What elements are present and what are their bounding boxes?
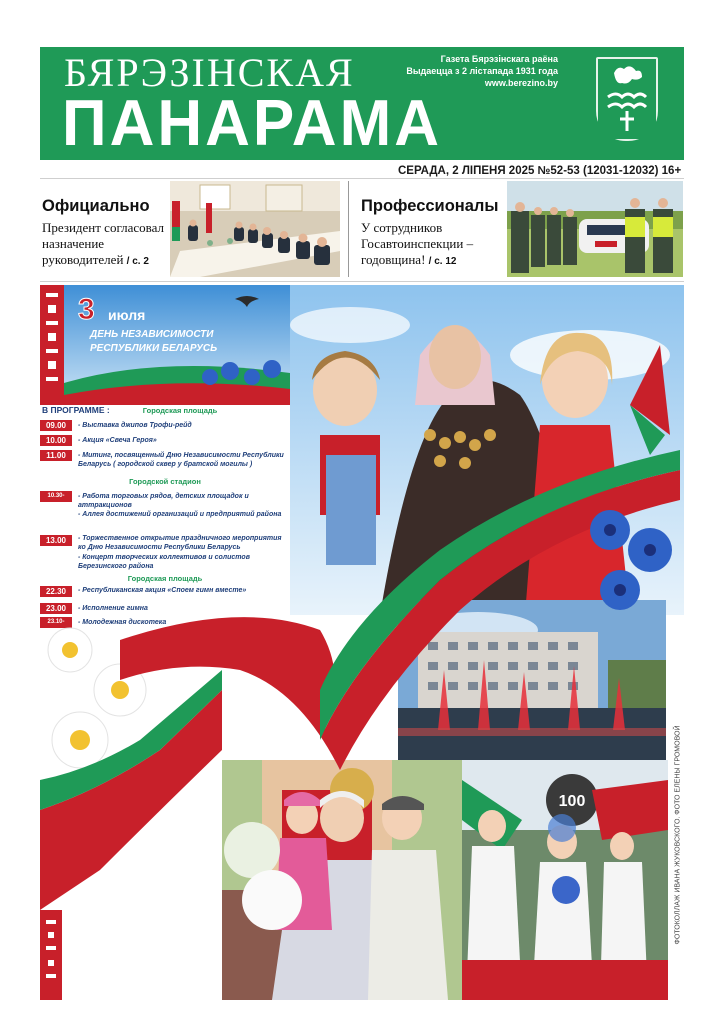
teaser-line: руководителей <box>42 252 124 267</box>
event-text: - Работа торговых рядов, детских площадок и аттракционов <box>78 493 249 509</box>
event-text: - Исполнение гимна <box>78 605 148 612</box>
venue-heading: Городская площадь <box>142 406 218 415</box>
event-time: 09.00 <box>40 420 72 431</box>
masthead <box>40 47 684 160</box>
event-time: 23.00 <box>40 603 72 614</box>
separator-line <box>40 281 684 282</box>
meeting-photo <box>170 181 340 277</box>
photo-credit <box>670 670 686 1000</box>
teaser-heading: Официально <box>42 197 150 215</box>
cornflowers-icon <box>570 500 680 630</box>
coat-of-arms-icon <box>596 57 658 141</box>
traffic-police-photo <box>507 181 683 277</box>
teaser-heading: Профессионалы <box>361 197 499 215</box>
program-label: В ПРОГРАММЕ : <box>42 405 110 415</box>
event-text: - Акция «Свеча Героя» <box>78 437 157 444</box>
event-time: 13.00 <box>40 535 72 546</box>
event-text: - Молодежная дискотека <box>78 619 167 626</box>
teaser-text <box>42 220 172 270</box>
event-text: - Торжественное открытие праздничного мероприятия ко Дню Независимости Республики Беларусь <box>78 535 282 551</box>
event-text: - Концерт творческих коллективов и солистов Березинского района <box>78 554 250 570</box>
photo-credit-text: ФОТОКОЛЛАЖ ИВАНА ЖУКОВСКОГО. ФОТО ЕЛЕНЫ ГРОМОВОЙ <box>674 725 682 945</box>
teaser-line: У сотрудников <box>361 220 443 235</box>
holiday-date-month: июля <box>108 307 146 323</box>
teaser-line: годовщина! <box>361 252 426 267</box>
venue-heading: Городская площадь <box>127 574 203 583</box>
teaser-line: Президент согласовал <box>42 220 164 235</box>
teaser-line: назначение <box>42 236 105 251</box>
separator-line <box>40 178 684 179</box>
event-time: 23.10- <box>40 617 72 628</box>
teaser-divider <box>348 181 349 277</box>
teaser-text <box>361 220 511 270</box>
event-text: - Аллея достижений организаций и предприятий района <box>78 511 282 518</box>
event-text: - Выставка джипов Трофи-рейд <box>78 422 192 429</box>
teaser-line: Госавтоинспекции – <box>361 236 474 251</box>
event-time: 10.00 <box>40 435 72 446</box>
holiday-name-line1: ДЕНЬ НЕЗАВИСИМОСТИ <box>90 329 214 340</box>
clock-number: 100 <box>558 793 586 810</box>
event-time: 10.30-18.00 <box>40 491 72 502</box>
event-text: - Республиканская акция «Споем гимн вместе» <box>78 587 247 594</box>
holiday-date-number: 3 <box>78 293 95 326</box>
event-time: 22.30 <box>40 586 72 597</box>
venue-heading: Городской стадион <box>129 477 201 486</box>
page-reference: / с. 2 <box>126 256 149 267</box>
event-text: - Митинг, посвященный Дню Независимости Республики Беларусь ( городской сквер у братской могилы ) <box>78 452 284 468</box>
newspaper-info <box>406 53 558 89</box>
website-link[interactable]: www.berezino.by <box>484 78 558 88</box>
info-line: Газета Бярэзінскага раёна <box>440 54 558 64</box>
newspaper-title-top: БЯРЭЗІНСКАЯ <box>64 50 355 95</box>
issue-dateline: СЕРАДА, 2 ЛІПЕНЯ 2025 №52-53 (12031-12032) 16+ <box>398 165 682 177</box>
newspaper-title-main: ПАНАРАМА <box>62 87 442 160</box>
page-reference: / с. 12 <box>428 256 457 267</box>
info-line: Выдаецца з 2 лістапада 1931 года <box>406 66 558 76</box>
event-time: 11.00 <box>40 450 72 461</box>
holiday-name-line2: РЕСПУБЛИКИ БЕЛАРУСЬ <box>90 343 218 354</box>
